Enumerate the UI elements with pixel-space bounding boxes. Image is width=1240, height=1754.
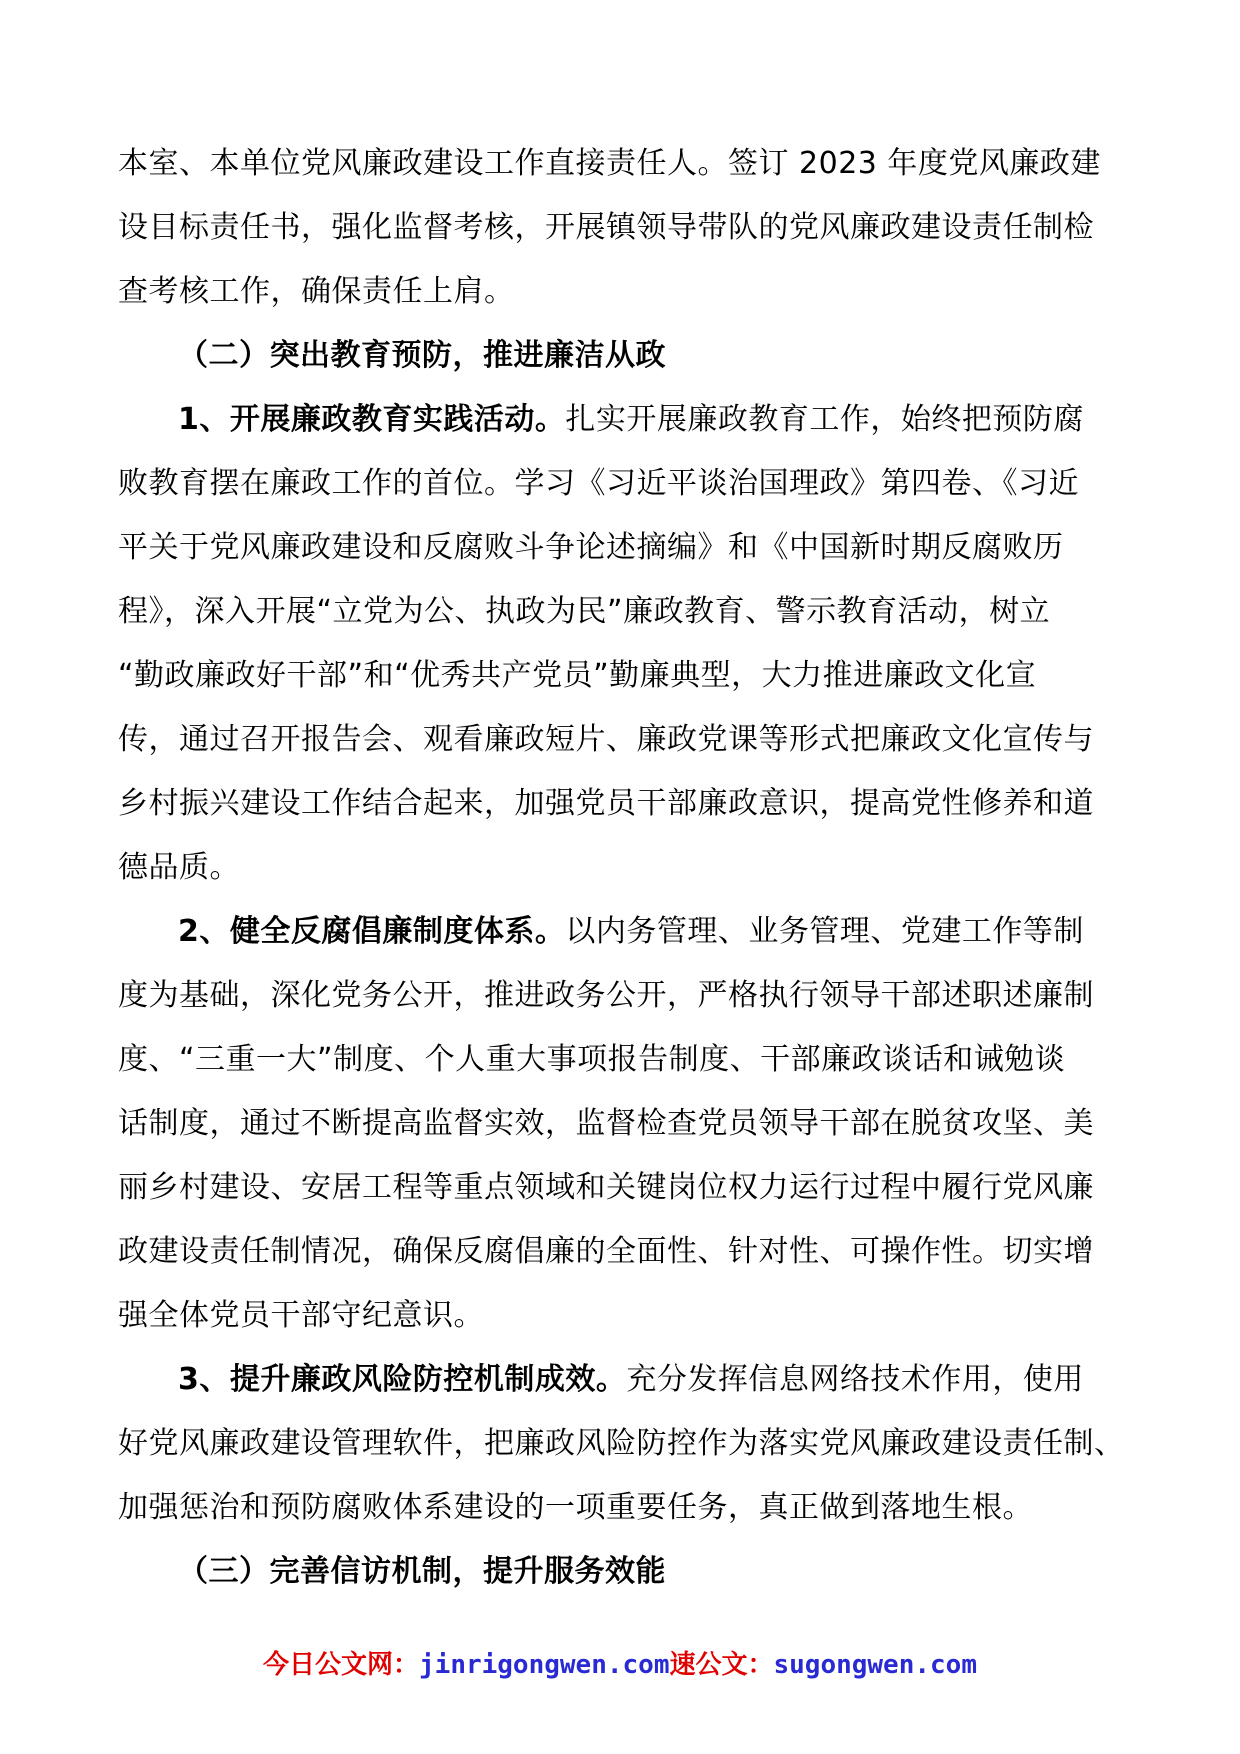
paragraph-line: “勤政廉政好干部”和“优秀共产党员”勤廉典型，大力推进廉政文化宣 xyxy=(118,658,1037,693)
document-body xyxy=(118,132,1128,1604)
footer-site2-label: 速公文： xyxy=(669,1650,774,1680)
footer-watermark xyxy=(0,1644,1240,1681)
item-2-first-line xyxy=(118,900,1128,964)
item-1-text: 扎实开展廉政教育工作，始终把预防腐 xyxy=(565,402,1084,437)
footer-site1-url[interactable]: jinrigongwen.com xyxy=(419,1650,670,1680)
item-2-text: 以内务管理、业务管理、党建工作等制 xyxy=(565,914,1084,949)
paragraph-line: 度、“三重一大”制度、个人重大事项报告制度、干部廉政谈话和诫勉谈 xyxy=(118,1042,1066,1077)
item-3-lead: 3、提升廉政风险防控机制成效。 xyxy=(178,1362,627,1397)
paragraph-line: 查考核工作，确保责任上肩。 xyxy=(118,274,515,309)
paragraph-line: 设目标责任书，强化监督考核，开展镇领导带队的党风廉政建设责任制检 xyxy=(118,210,1094,245)
paragraph-line: 强全体党员干部守纪意识。 xyxy=(118,1298,484,1333)
item-3-text: 充分发挥信息网络技术作用，使用 xyxy=(626,1362,1084,1397)
paragraph-line: 度为基础，深化党务公开，推进政务公开，严格执行领导干部述职述廉制 xyxy=(118,978,1094,1013)
paragraph-line: 丽乡村建设、安居工程等重点领域和关键岗位权力运行过程中履行党风廉 xyxy=(118,1170,1094,1205)
section-heading-2: （二）突出教育预防，推进廉洁从政 xyxy=(178,338,666,373)
paragraph-line: 好党风廉政建设管理软件，把廉政风险防控作为落实党风廉政建设责任制、 xyxy=(118,1426,1125,1461)
paragraph-line: 败教育摆在廉政工作的首位。学习《习近平谈治国理政》第四卷、《习近 xyxy=(118,466,1079,501)
section-heading-3: （三）完善信访机制，提升服务效能 xyxy=(178,1554,666,1589)
paragraph-line: 本室、本单位党风廉政建设工作直接责任人。签订 2023 年度党风廉政建 xyxy=(118,146,1101,181)
paragraph-line: 话制度，通过不断提高监督实效，监督检查党员领导干部在脱贫攻坚、美 xyxy=(118,1106,1094,1141)
item-3-first-line xyxy=(118,1348,1128,1412)
paragraph-line: 德品质。 xyxy=(118,850,240,885)
paragraph-line: 政建设责任制情况，确保反腐倡廉的全面性、针对性、可操作性。切实增 xyxy=(118,1234,1094,1269)
paragraph-line: 乡村振兴建设工作结合起来，加强党员干部廉政意识，提高党性修养和道 xyxy=(118,786,1094,821)
paragraph-line: 传，通过召开报告会、观看廉政短片、廉政党课等形式把廉政文化宣传与 xyxy=(118,722,1094,757)
footer-site1-label: 今日公文网： xyxy=(263,1650,420,1680)
item-1-lead: 1、开展廉政教育实践活动。 xyxy=(178,402,566,437)
footer-site2-url[interactable]: sugongwen.com xyxy=(773,1650,977,1680)
paragraph-line: 平关于党风廉政建设和反腐败斗争论述摘编》和《中国新时期反腐败历 xyxy=(118,530,1064,565)
item-1-first-line xyxy=(118,388,1128,452)
item-2-lead: 2、健全反腐倡廉制度体系。 xyxy=(178,914,566,949)
paragraph-line: 加强惩治和预防腐败体系建设的一项重要任务，真正做到落地生根。 xyxy=(118,1490,1033,1525)
paragraph-line: 程》，深入开展“立党为公、执政为民”廉政教育、警示教育活动，树立 xyxy=(118,594,1051,629)
